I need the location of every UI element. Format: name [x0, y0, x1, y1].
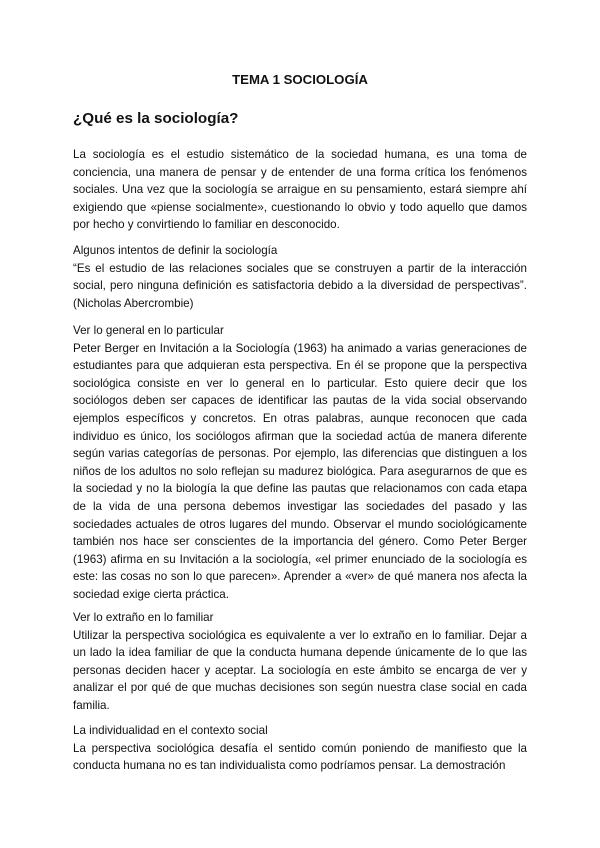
section-question-heading: ¿Qué es la sociología? [73, 110, 239, 127]
intro-paragraph: La sociología es el estudio sistemático de la sociedad humana, es una toma de conciencia, una manera de pensar y de entender de una forma crítica los fenómenos sociales. Una vez que la sociología se arraigue en su pensamiento, estará siempre ahí exigiendo que «piense socialmente», cuestionando lo obvio y todo aquello que damos por hecho y convirtiendo lo familiar en desconocido. [73, 148, 527, 232]
individualidad-section [73, 722, 527, 775]
general-section [73, 322, 527, 604]
extrano-section [73, 609, 527, 715]
definition-heading: Algunos intentos de definir la sociología [73, 244, 278, 257]
extrano-heading: Ver lo extraño en lo familiar [73, 611, 214, 624]
document-title: TEMA 1 SOCIOLOGÍA [232, 72, 368, 87]
extrano-text: Utilizar la perspectiva sociológica es equivalente a ver lo extraño en lo familiar. Dejar a un lado la idea familiar de que la conducta humana depende únicamente de lo que las personas deciden hacer y aceptar. La sociología en este ámbito se encarga de ver y analizar el por qué de que muchas decisiones son según nuestra clase social en cada familia. [73, 628, 527, 712]
individualidad-heading: La individualidad en el contexto social [73, 724, 268, 737]
general-text: Peter Berger en Invitación a la Sociología (1963) ha animado a varias generaciones de estudiantes para que adquieran esta perspectiva. En él se propone que la perspectiva sociológica consiste en ver lo general en lo particular. Esto quiere decir que los sociólogos deben ser capaces de identificar las pautas de la vida social observando ejemplos específicos y concretos. En otras palabras, aunque reconocen que cada individuo es único, los sociólogos afirman que la sociedad actúa de manera diferente según varias categorías de personas. Por ejemplo, las diferencias que distinguen a los niños de los adultos no solo reflejan su madurez biológica. Para asegurarnos de que es la sociedad y no la biología la que define las pautas que relacionamos con cada etapa de la vida de una persona debemos investigar las sociedades del pasado y las sociedades actuales de otros lugares del mundo. Observar el mundo sociológicamente también nos hace ser conscientes de la importancia del género. Como Peter Berger (1963) afirma en su Invitación a la sociología, «el primer enunciado de la sociología es este: las cosas no son lo que parecen». Aprender a «ver» de qué manera nos afecta la sociedad exige cierta práctica. [73, 341, 527, 601]
definition-text: “Es el estudio de las relaciones sociales que se construyen a partir de la interacción social, pero ninguna definición es satisfactoria debido a la diversidad de perspectivas”. (Nicholas Abercrombie) [73, 261, 527, 310]
general-heading: Ver lo general en lo particular [73, 324, 224, 337]
definition-section [73, 242, 527, 312]
individualidad-text: La perspectiva sociológica desafía el sentido común poniendo de manifiesto que la conducta humana no es tan individualista como podríamos pensar. La demostración [73, 741, 527, 773]
